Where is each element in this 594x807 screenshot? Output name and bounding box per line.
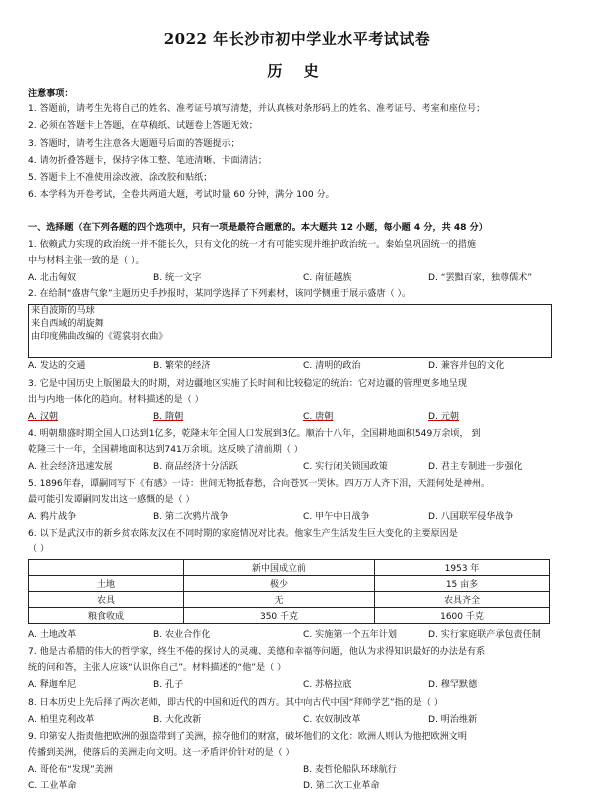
question-4-options	[28, 461, 573, 474]
question-9-options	[28, 780, 573, 793]
option-d[interactable]: D. 八国联军侵华战争	[428, 512, 514, 522]
table-row	[29, 608, 550, 624]
question-5-text: 最可能引发谭嗣同发出这一感慨的是（ ）	[28, 495, 195, 505]
question-5-options	[28, 511, 573, 524]
notice-item: 5. 答题卡上不准使用涂改液、涂改胶和贴纸；	[28, 173, 213, 183]
table-cell: 15 亩多	[375, 576, 550, 592]
option-a[interactable]: A. 社会经济迅速发展	[28, 462, 113, 472]
material-line: 来自西域的胡旋舞	[31, 319, 104, 329]
option-b[interactable]: B. 麦哲伦船队环球航行	[303, 765, 397, 775]
comparison-table	[28, 559, 550, 624]
option-b[interactable]: B. 孔子	[153, 680, 184, 690]
option-a[interactable]: A. 鸦片战争	[28, 512, 77, 522]
table-cell: 1600 千克	[375, 608, 550, 624]
table-cell	[29, 560, 184, 576]
question-2-text: 2. 在给制“盛唐气象”主题历史手抄报时，某同学选择了下列素材，该同学侧重于展示盛唐（ ）。	[28, 289, 412, 299]
question-9-options	[28, 764, 573, 777]
option-c[interactable]: C. 实施第一个五年计划	[303, 630, 397, 640]
option-c[interactable]: C. 实行闭关锁国政策	[303, 462, 388, 472]
notice-heading: 注意事项：	[28, 89, 74, 99]
question-3-text: 出与内地一体化的趋向。材料描述的是（ ）	[28, 395, 204, 405]
question-1-options	[28, 272, 573, 285]
option-d[interactable]: D. 君主专制进一步强化	[428, 462, 523, 472]
question-7-options	[28, 679, 573, 692]
notice-item: 2. 必须在答题卡上答题，在草稿纸、试题卷上答题无效；	[28, 121, 258, 131]
option-c[interactable]: C. 唐朝	[303, 412, 334, 422]
question-9-text: 9. 印第安人指责他把欧洲的强盗带到了美洲，掠夺他们的财富，破坏他们的文化：欧洲人则认为他把欧洲文明	[28, 732, 467, 742]
table-cell: 新中国成立前	[184, 560, 375, 576]
material-box	[28, 304, 552, 358]
option-d[interactable]: D. 穆罕默德	[428, 680, 478, 690]
option-a[interactable]: A. 释迦牟尼	[28, 680, 77, 690]
section-heading: 一、选择题（在下列各题的四个选项中，只有一项是最符合题意的。本大题共 12 小题，每小题 4 分，共 48 分）	[28, 223, 488, 233]
option-d[interactable]: D. 明治维新	[428, 715, 478, 725]
option-b[interactable]: B. 隋朝	[153, 412, 184, 422]
option-d[interactable]: D. 实行家庭联产承包责任制	[428, 630, 541, 640]
option-c[interactable]: C. 工业革命	[28, 781, 77, 791]
notice-item: 1. 答题前，请考生先将自己的姓名、准考证号填写清楚，并认真核对条形码上的姓名、准考证号、考室和座位号；	[28, 104, 486, 114]
question-8-options	[28, 714, 573, 727]
question-2-options	[28, 360, 573, 373]
table-cell: 农具齐全	[375, 592, 550, 608]
question-4-text: 乾隆三十一年，全国耕地面积达到741万余顷。这反映了清前期（ ）	[28, 445, 303, 455]
option-d[interactable]: D. 兼容并包的文化	[428, 361, 505, 371]
option-c[interactable]: C. 南征越族	[303, 273, 352, 283]
question-3-text: 3. 它是中国历史上版图最大的时期，对边疆地区实施了长时间和比较稳定的统治：它对边疆的管理更多地呈现	[28, 379, 467, 389]
table-cell: 土地	[29, 576, 184, 592]
question-8-text: 8. 日本历史上先后择了两次老师，即古代的中国和近代的西方。其中向古代中国“拜师学艺”指的是（ ）	[28, 698, 443, 708]
material-line: 由印度佛曲改编的《霓裳羽衣曲》	[31, 332, 168, 342]
option-b[interactable]: B. 大化改新	[153, 715, 202, 725]
notice-item: 6. 本学科为开卷考试，全卷共两道大题，考试时量 60 分钟，满分 100 分。	[28, 190, 335, 200]
question-1-text: 1. 依赖武力实现的政治统一并不能长久，只有文化的统一才有可能实现并维护政治统一。秦始皇巩固统一的措施	[28, 240, 477, 250]
table-cell: 极少	[184, 576, 375, 592]
table-cell: 无	[184, 592, 375, 608]
table-row	[29, 592, 550, 608]
table-cell: 1953 年	[375, 560, 550, 576]
table-header-row	[29, 560, 550, 576]
subject-title: 历 史	[267, 62, 327, 80]
question-1-text: 中与材料主张一致的是（ ）。	[28, 256, 145, 266]
option-b[interactable]: B. 农业合作化	[153, 630, 211, 640]
question-4-text: 4. 明朝鼎盛时期全国人口达到1亿多，乾隆末年全国人口发展到3亿。顺治十八年，全国耕地面积549万余顷， 到	[28, 429, 481, 439]
table-cell: 农具	[29, 592, 184, 608]
option-d[interactable]: D. “罢黜百家，独尊儒术”	[428, 273, 533, 283]
option-b[interactable]: B. 第二次鸦片战争	[153, 512, 229, 522]
question-3-options	[28, 411, 573, 424]
option-b[interactable]: B. 统一文字	[153, 273, 202, 283]
option-c[interactable]: C. 甲午中日战争	[303, 512, 370, 522]
option-c[interactable]: C. 农奴制改革	[303, 715, 361, 725]
table-row	[29, 576, 550, 592]
option-d[interactable]: D. 元朝	[428, 412, 459, 422]
question-6-options	[28, 629, 573, 642]
exam-title: 2022 年长沙市初中学业水平考试试卷	[163, 30, 431, 48]
option-a[interactable]: A. 发达的交通	[28, 361, 86, 371]
option-a[interactable]: A. 汉朝	[28, 412, 59, 422]
option-d[interactable]: D. 第二次工业革命	[303, 781, 380, 791]
question-5-text: 5. 1896年春，谭嗣同写下《有感》一诗：世间无物抵春愁，合向苍冥一哭休。四万万人齐下泪，天涯何处是神州。	[28, 479, 491, 489]
table-cell: 粮食收成	[29, 608, 184, 624]
material-line: 来自波斯的马球	[31, 306, 95, 316]
option-c[interactable]: C. 清明的政治	[303, 361, 361, 371]
question-6-text: （ ）	[28, 544, 50, 554]
notice-item: 3. 答题时，请考生注意各大题题号后面的答题提示；	[28, 139, 240, 149]
question-6-text: 6. 以下是武汉市的新乡贫农陈友汉在不同时期的家庭情况对比表。他家生产生活发生巨大变化的主要原因是	[28, 529, 458, 539]
option-a[interactable]: A. 哥伦布“发现”美洲	[28, 765, 113, 775]
option-c[interactable]: C. 苏格拉底	[303, 680, 352, 690]
table-cell: 350 千克	[184, 608, 375, 624]
option-b[interactable]: B. 商品经济十分活跃	[153, 462, 238, 472]
notice-item: 4. 请勿折叠答题卡，保持字体工整、笔迹清晰、卡面清洁；	[28, 156, 267, 166]
option-b[interactable]: B. 繁荣的经济	[153, 361, 211, 371]
option-a[interactable]: A. 柏里克利改革	[28, 715, 95, 725]
question-9-text: 传播到美洲，使落后的美洲走向文明。这一矛盾评价针对的是（ ）	[28, 748, 295, 758]
option-a[interactable]: A. 土地改革	[28, 630, 77, 640]
question-7-text: 统的问和答，主张人应该“认识你自己”。材料描述的“他”是（ ）	[28, 663, 287, 673]
question-7-text: 7. 他是古希腊的伟大的哲学家，终生不倦的探讨人的灵魂、美德和幸福等问题，他认为求得知识最好的办法是有系	[28, 647, 486, 657]
option-a[interactable]: A. 北击匈奴	[28, 273, 77, 283]
